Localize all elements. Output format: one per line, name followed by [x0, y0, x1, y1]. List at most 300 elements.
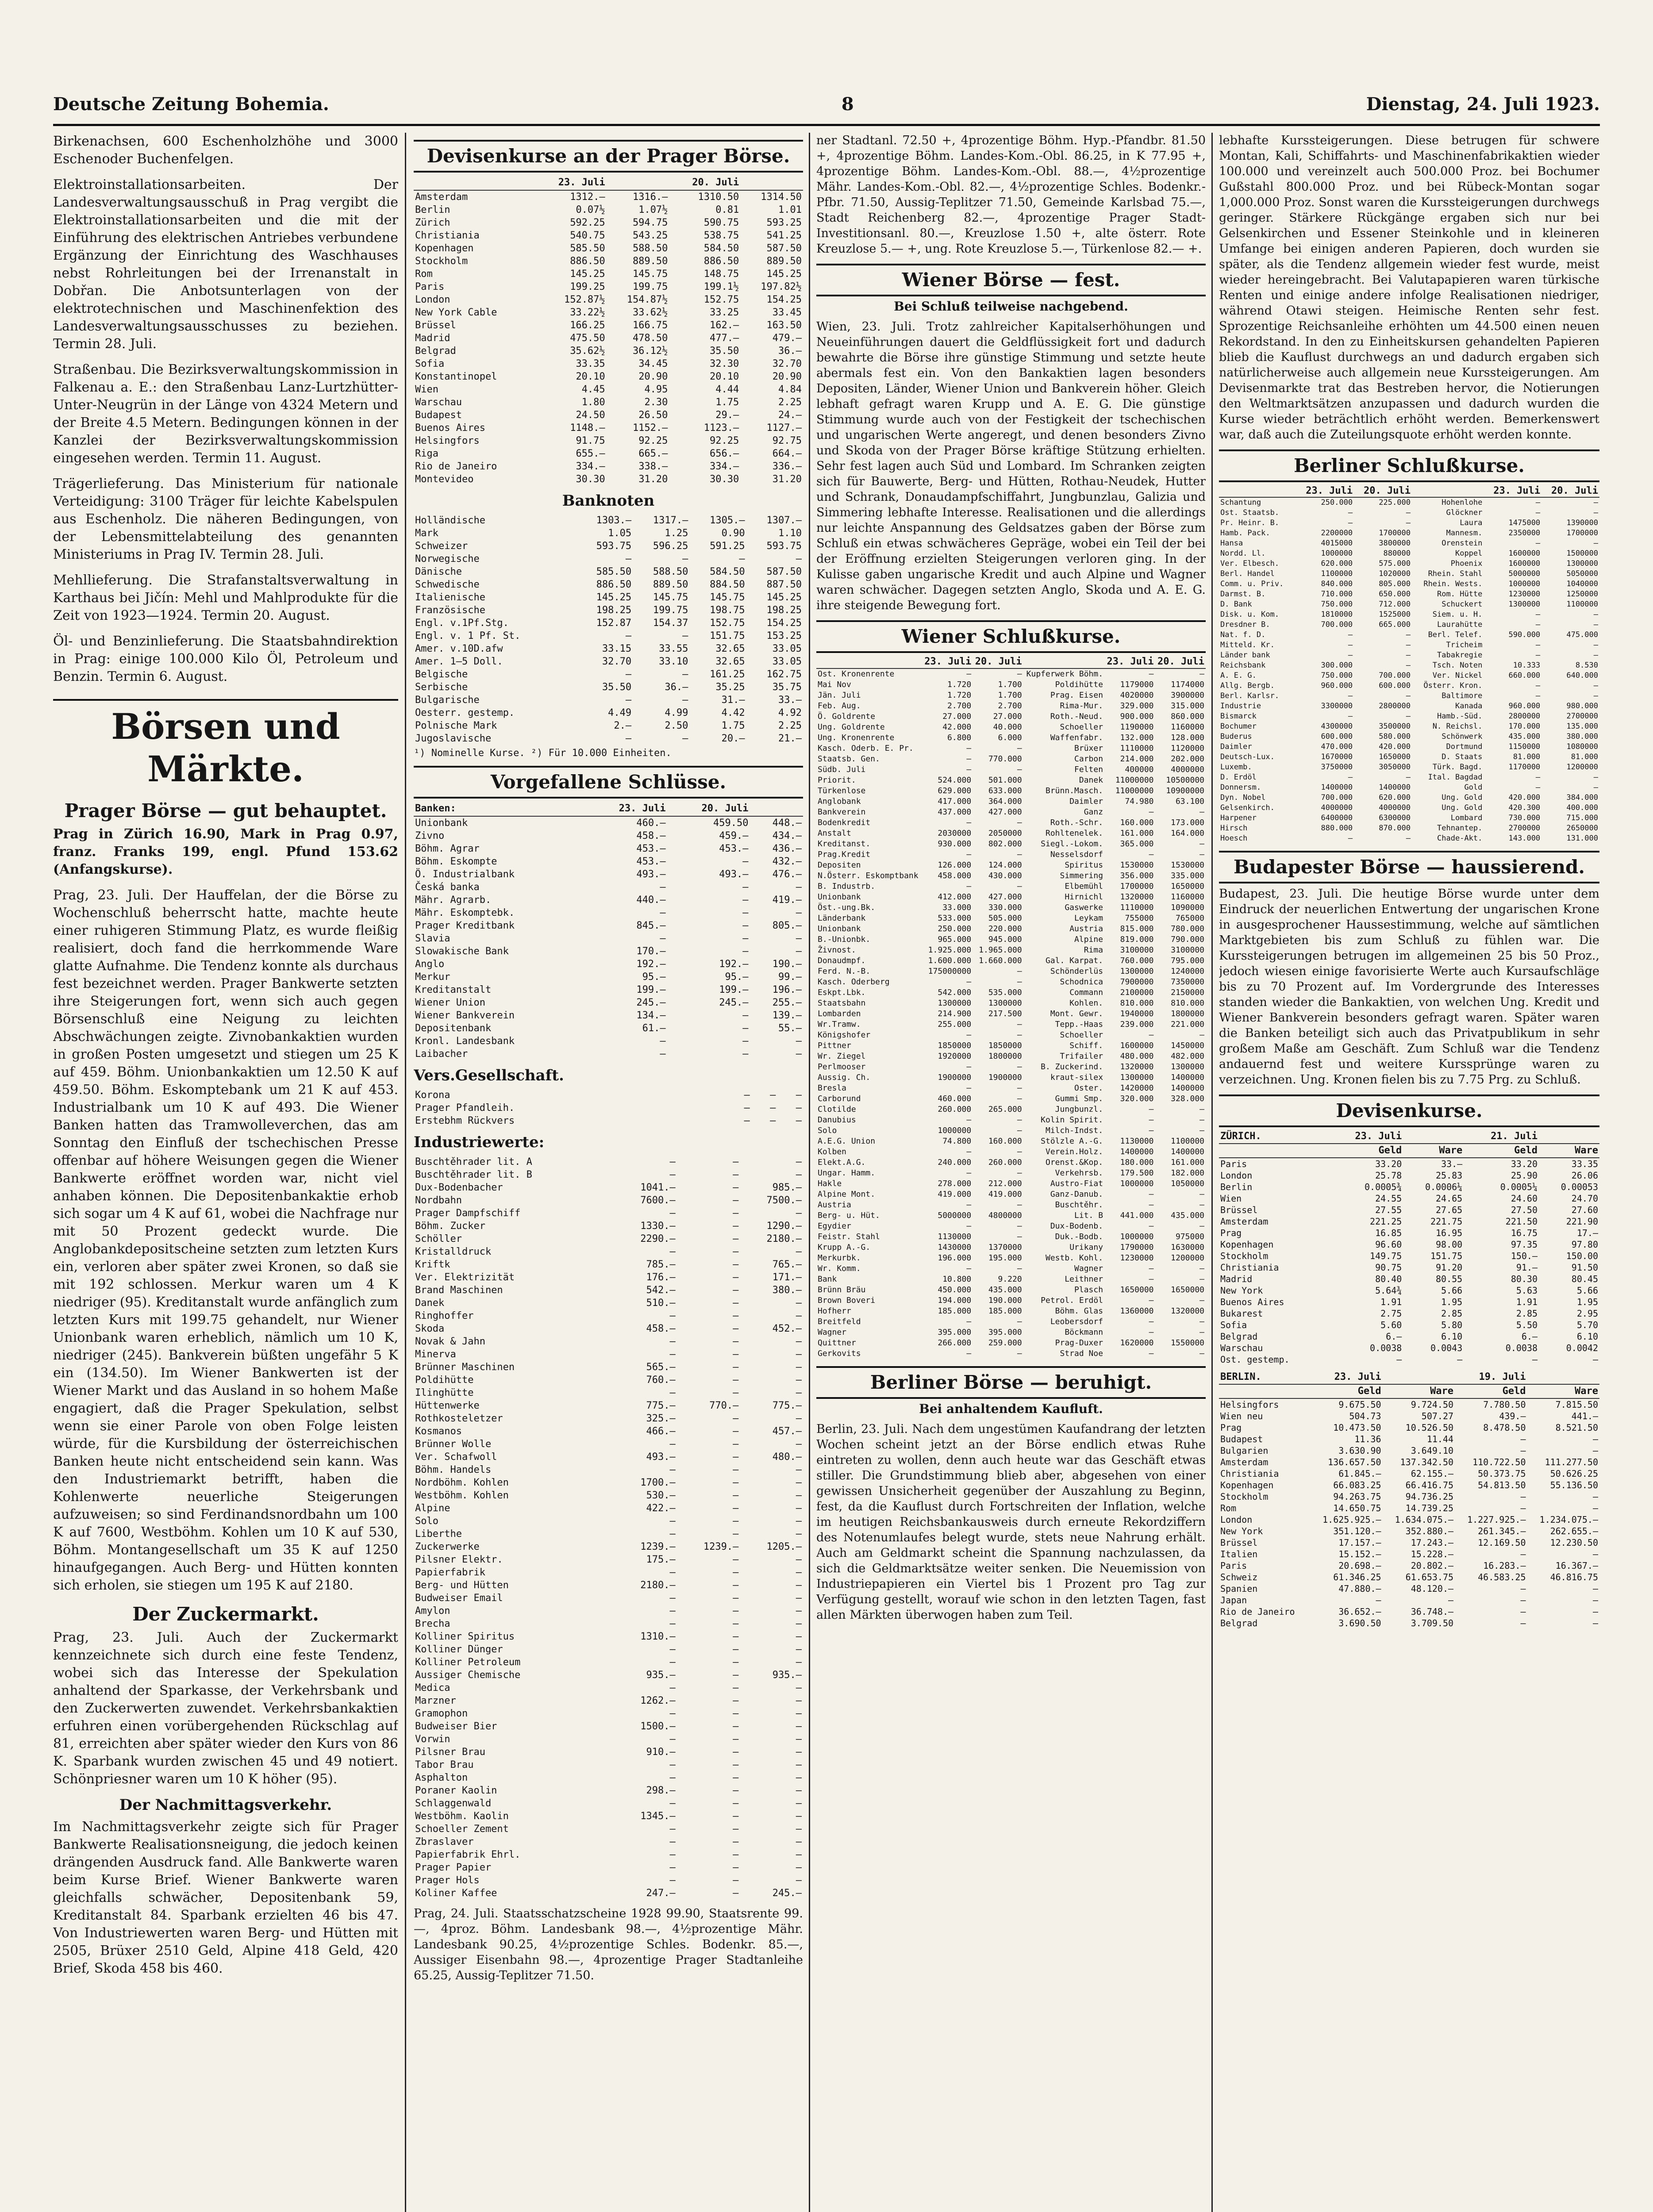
table-row [1219, 1514, 1599, 1525]
table-cell: 1790000 [1120, 1243, 1154, 1252]
table-cell: Lombard [1450, 814, 1483, 822]
column-header [414, 175, 535, 190]
table-cell: Ost. Staatsb. [1220, 508, 1280, 517]
table-cell: — [669, 1682, 676, 1694]
table-cell: 420.000 [1508, 793, 1541, 802]
table-cell: 334.— [709, 461, 739, 472]
table-cell: Deutsch-Lux. [1220, 753, 1275, 761]
table-cell: 2150000 [1171, 988, 1204, 997]
table-row [414, 945, 803, 958]
table-cell: 199.— [719, 984, 749, 995]
table-row [1219, 650, 1599, 661]
table-cell: 422.— [646, 1503, 676, 1514]
table-cell: 47.880.— [1338, 1583, 1381, 1594]
table-row [414, 1887, 803, 1900]
table-cell: 0.0038 [1505, 1343, 1538, 1353]
table-cell: — [1592, 1595, 1598, 1605]
table-row [414, 1284, 803, 1297]
table-cell: 1.625.925.— [1322, 1514, 1381, 1525]
table-cell: — [660, 933, 666, 944]
table-cell: 61.— [642, 1023, 666, 1034]
table-cell: — [1520, 1595, 1526, 1605]
table-row [816, 733, 1206, 743]
table-cell: Zbraslaver [415, 1836, 474, 1847]
table-row [414, 1258, 803, 1271]
table-cell: — [733, 1682, 739, 1694]
table-row [816, 1157, 1206, 1168]
table-cell: Nordbahn [415, 1195, 462, 1206]
column-header: 23. Juli [584, 801, 667, 816]
table-cell: 338.— [638, 461, 668, 472]
table-cell: — [669, 1759, 676, 1770]
table-cell: 145.75 [653, 592, 688, 603]
table-cell: Ver. Schafwoll [415, 1452, 497, 1463]
table-cell: 10500000 [1166, 776, 1204, 785]
table-cell: — [1017, 765, 1022, 774]
table-cell: 1160000 [1171, 892, 1204, 902]
table-cell: Krupp A.-G. [818, 1243, 871, 1252]
table-row [1219, 1354, 1599, 1365]
table-cell: Böhm. Zucker [415, 1221, 485, 1232]
table-cell: Christiania [415, 230, 480, 241]
table-cell: — [796, 1618, 802, 1629]
column-header [607, 175, 669, 190]
table-cell: Gelsenkirch. [1220, 803, 1275, 812]
table-cell: Unionbank [818, 924, 861, 933]
table-cell: 221.25 [1370, 1216, 1402, 1227]
table-cell: 192.— [719, 959, 749, 970]
table-cell: Korona [415, 1090, 450, 1101]
table-cell: — [733, 1528, 739, 1540]
table-cell: 1000000 [1120, 1232, 1154, 1241]
table-cell: Ver. Elektrizität [415, 1272, 515, 1283]
column-header: 20. Juli [1542, 485, 1599, 497]
table-cell: 590.75 [703, 217, 739, 228]
table-cell: 139.— [772, 1010, 802, 1021]
table-row [414, 1656, 803, 1669]
table-cell: — [1520, 1606, 1526, 1617]
table-cell: — [1017, 1221, 1022, 1231]
column-header: 23. Juli [1104, 656, 1155, 668]
table-row [816, 1083, 1206, 1094]
column-header: Ware [1403, 1144, 1464, 1158]
table-row [414, 1220, 803, 1233]
table-cell: 596.25 [653, 541, 688, 552]
table-cell: 880000 [1383, 549, 1411, 558]
table-cell: 452.— [772, 1323, 802, 1334]
table-row [414, 1156, 803, 1168]
table-row [414, 540, 803, 553]
table-cell: — [1535, 691, 1541, 700]
table-cell: — [796, 1115, 802, 1126]
devisenkurse-prag-title: Devisenkurse an der Prager Börse. [414, 140, 803, 173]
table-cell: Budapest [415, 410, 462, 421]
table-cell: 593.75 [766, 541, 802, 552]
table-cell: — [1017, 818, 1022, 827]
table-row [816, 1019, 1206, 1030]
table-cell: 600.000 [1379, 681, 1411, 690]
table-cell: 542.000 [938, 988, 972, 997]
table-cell: Kasch. Oderberg [818, 977, 890, 987]
budapester-boerse-title: Budapester Börse — haussierend. [1219, 851, 1599, 883]
table-cell: Rohltenelek. [1046, 829, 1103, 838]
table-cell: Brüssel [415, 320, 456, 331]
table-cell: Amylon [415, 1605, 450, 1617]
table-row [414, 1720, 803, 1733]
table-cell: — [669, 1208, 676, 1219]
table-cell: 2.30 [644, 397, 668, 408]
table-cell: — [1017, 1020, 1022, 1029]
table-cell: — [733, 1567, 739, 1578]
table-cell: 575.000 [1379, 559, 1411, 568]
table-cell: Nat. f. D. [1220, 630, 1266, 639]
table-cell: Schoeller [1060, 1030, 1103, 1040]
table-cell: — [1149, 1190, 1154, 1199]
table-cell: Dux-Bodenb. [1050, 1221, 1103, 1231]
table-cell: 1330.— [640, 1221, 676, 1232]
table-cell: 2180.— [640, 1580, 676, 1591]
table-cell: Brüxer [1074, 744, 1103, 753]
table-cell: Wien [1220, 1193, 1242, 1204]
table-row [414, 983, 803, 996]
table-cell: — [669, 1387, 676, 1398]
table-cell: — [733, 1708, 739, 1719]
table-cell: 810.000 [1120, 998, 1154, 1008]
table-cell: — [1593, 498, 1598, 507]
table-cell: — [1348, 651, 1353, 660]
table-cell: 1290.— [766, 1221, 802, 1232]
table-cell: 439.— [1499, 1411, 1526, 1421]
table-cell: — [1199, 1317, 1204, 1326]
table-row [414, 370, 803, 383]
table-row [1219, 681, 1599, 691]
table-cell: 24.55 [1375, 1193, 1402, 1204]
table-cell: 0.07½ [576, 204, 605, 215]
table-cell: Prager Pfandleih. [415, 1102, 515, 1114]
table-cell: 1320000 [1171, 1306, 1204, 1316]
table-cell: 660.000 [1508, 671, 1541, 680]
table-row [816, 860, 1206, 871]
table-cell: — [733, 1875, 739, 1886]
table-cell: — [966, 1030, 972, 1040]
wiener-boerse-title: Wiener Börse — fest. [816, 264, 1206, 296]
table-cell: Kronl. Landesbank [415, 1036, 515, 1047]
table-cell: Buenos Aires [1220, 1297, 1284, 1307]
table-cell: Schwedische [415, 579, 480, 590]
table-cell: 1650000 [1171, 882, 1204, 891]
table-row [414, 1335, 803, 1348]
table-cell: 1530000 [1171, 860, 1204, 870]
article-text: lebhafte Kurssteigerungen. Diese betrugen für schwere Montan, Kali, Schiffahrts- und Maschinenfabrikaktien wieder 100.000 und vereinzelt auch 500.000 Proz. bei Bochumer Gußstahl 800.000 Proz. und bei Rübeck-Montan sogar 1,000.000 Proz. Sonst waren die Kurssteigerungen durchwegs geringer. Stärkere Rückgänge ergaben sich nur bei Gelsenkirchen und Essener Steinkohle und in kleineren Umfange bei einigen anderen Papieren, doch wurden sie später, als die Tendenz allgemein wieder fest wurde, meist wieder hereingebracht. Bei Valutapapieren waren türkische Renten und einige andere infolge Realisationen niedriger, während Otawi steigen. Heimische Renten sehr fest. Sprozentige Reichsanleihe erhöhten um 44.500 einen neuen Rekordstand. In den zu Einheitskursen gehandelten Papieren blieb die Kauflust durchwegs an und dadurch ergaben sich natürlicherweise auch allgemein neue Kurssteigerungen. Am Devisenmarkte trat das Bestreben hervor, die Notierungen den Weltmarktsätzen anzupassen und dadurch wurden die Kurse wieder beträchtlich erhöht werden. Bemerkenswert war, daß auch die Zuteilungsquote erhöht werden konnte. [1219, 134, 1599, 442]
table-cell: — [796, 1439, 802, 1450]
table-cell: Kanada [1455, 702, 1483, 710]
table-cell: Spanien [1220, 1583, 1258, 1594]
table-cell: 91.20 [1436, 1262, 1463, 1273]
table-row [1219, 722, 1599, 732]
table-cell: Staatsbahn [818, 998, 866, 1008]
table-cell: Leobersdorf [1050, 1317, 1103, 1326]
table-cell: — [669, 1605, 676, 1617]
table-row [816, 1338, 1206, 1348]
article-text: Straßenbau. Die Bezirksverwaltungskommission in Falkenau a. E.: den Straßenbau Lanz-Lurtzhütter-Unter-Neugrün in der Länge von 4324 Metern und der Breite 4.5 Metern. Bedingungen können in der Kanzlei der Bezirksverwaltungskommission eingesehen werden. Termin 11. August. [53, 362, 398, 466]
table-cell: B. Industrb. [818, 882, 876, 891]
table-row [414, 1823, 803, 1836]
table-cell: Industrie [1220, 702, 1261, 710]
table-cell: 92.75 [772, 435, 802, 446]
table-cell: Schoeller Zement [415, 1824, 509, 1835]
table-row [1219, 1525, 1599, 1537]
table-cell: 36.652.— [1338, 1606, 1381, 1617]
table-cell: Kolliner Petroleum [415, 1657, 521, 1668]
table-cell: 384.000 [1566, 793, 1598, 802]
table-cell: 427.000 [988, 807, 1022, 817]
table-row [1219, 1331, 1599, 1342]
table-cell: Sofia [1220, 1320, 1247, 1330]
table-cell: Lombarden [818, 1009, 861, 1018]
table-cell: 92.25 [709, 435, 739, 446]
table-cell: 21.— [778, 733, 802, 744]
table-cell: 32.30 [709, 358, 739, 369]
berliner-report: Berlin, 23. Juli. Nach dem ungestümen Kaufandrang der letzten Wochen scheint jetzt an der Börse endlich etwas Ruhe eintreten zu wollen, denn auch heute war das Geschäft etwas stiller. Die Grundstimmung blieb aber, abgesehen von einer gewissen Unsicherheit gegenüber der Auszahlung zu Beginn, fest, da die Kauflust durch Fortschreiten der Inflation, welche im heutigen Reichsbankausweis durch erneute Rekordziffern des Notenumlaufes belegt wurde, stets neue Nahrung erhält. Auch am Geldmarkt scheint die Spannung nachzulassen, da sich die Geldmarktsätze weiter senken. Die Neuemission von Industriepapieren ein Viertel bis 1 Prozent pro Tag zur Verfügung gestellt, worauf wie schon in den letzten Tagen, fast allen Märkten überwogen haben zum Teil. [816, 1422, 1206, 1622]
table-cell: Dux-Bodenbacher [415, 1182, 503, 1193]
table-cell: 61.845.— [1338, 1468, 1381, 1479]
table-cell: Rom [1220, 1503, 1237, 1513]
table-cell: 145.25 [570, 269, 605, 280]
table-cell: — [796, 1310, 802, 1321]
table-cell: 34.45 [638, 358, 668, 369]
table-cell: Roth.-Schr. [1050, 818, 1103, 827]
zurich-devisen-table [1219, 1130, 1599, 1365]
banknoten-title: Banknoten [562, 492, 655, 510]
table-cell: 11000000 [1115, 786, 1154, 795]
table-cell: 94.263.75 [1333, 1491, 1381, 1502]
table-cell: 136.657.50 [1328, 1457, 1381, 1467]
table-cell: — [733, 1605, 739, 1617]
table-row [816, 1136, 1206, 1147]
table-cell: 840.000 [1321, 580, 1353, 588]
table-cell: 197.82½ [761, 281, 802, 292]
table-cell: 278.000 [938, 1179, 972, 1188]
table-cell: 175000000 [928, 967, 972, 976]
table-cell: Ringhoffer [415, 1310, 474, 1321]
table-cell: Breitfeld [818, 1317, 861, 1326]
table-row [816, 881, 1206, 892]
table-cell: 0.0042 [1566, 1343, 1598, 1353]
table-row [816, 1125, 1206, 1136]
table-cell: — [1535, 783, 1541, 792]
table-cell: — [733, 1259, 739, 1270]
table-cell: 250.000 [938, 924, 972, 933]
table-cell: — [733, 1464, 739, 1475]
table-cell: 400.000 [1566, 803, 1598, 812]
table-cell: Berl. Handel [1220, 569, 1275, 578]
table-cell: Anglobank [818, 797, 861, 806]
column-header: Geld [1455, 1384, 1527, 1398]
table-cell: — [1348, 834, 1353, 843]
table-cell: Laura [1460, 518, 1483, 527]
table-cell: — [796, 1631, 802, 1642]
table-cell: Danek [1079, 776, 1103, 785]
table-cell: 712.000 [1379, 600, 1411, 609]
table-cell: — [1406, 834, 1411, 843]
table-cell: — [796, 1349, 802, 1360]
table-cell: 1.07½ [638, 204, 668, 215]
table-cell: 33.25 [709, 307, 739, 318]
table-cell: 3.709.50 [1411, 1618, 1454, 1628]
table-row [816, 1232, 1206, 1242]
table-cell: 1.600.000 [928, 956, 972, 965]
table-cell: 62.155.— [1411, 1468, 1454, 1479]
table-cell: 145.25 [766, 592, 802, 603]
table-cell: — [1017, 1168, 1022, 1178]
table-cell: 380.— [772, 1285, 802, 1296]
table-cell: — [796, 1490, 802, 1501]
table-cell: Eskpt.Lbk. [818, 988, 866, 997]
table-cell: 710.000 [1321, 590, 1353, 599]
header-rule [53, 124, 1600, 126]
table-cell: 1670000 [1321, 753, 1353, 761]
table-row [414, 1566, 803, 1579]
table-cell: 5.70 [1576, 1320, 1598, 1330]
table-cell: 700.000 [1321, 793, 1353, 802]
table-cell: Perlmooser [818, 1062, 866, 1071]
table-cell: 655.— [576, 448, 605, 459]
table-row [1219, 1308, 1599, 1319]
table-cell: Wiener Bankverein [415, 1010, 515, 1021]
table-cell: 221.50 [1505, 1216, 1538, 1227]
table-cell: Amsterdam [415, 192, 468, 203]
table-cell: — [1520, 1618, 1526, 1628]
table-cell: — [742, 920, 749, 931]
table-cell: — [733, 1849, 739, 1860]
table-cell: 592.25 [570, 217, 605, 228]
table-row [816, 956, 1206, 966]
table-cell: 196.— [772, 984, 802, 995]
table-cell: 975000 [1175, 1232, 1204, 1241]
table-cell: 1148.— [570, 422, 605, 434]
table-cell: 1600000 [1120, 1041, 1154, 1050]
table-cell: Petrol. Erdöl [1041, 1296, 1103, 1305]
table-cell: — [1406, 508, 1411, 517]
table-row [414, 1361, 803, 1374]
table-cell: New York [1220, 1526, 1263, 1536]
table-row [1219, 1342, 1599, 1354]
table-row [414, 1733, 803, 1746]
table-cell: Alpine [415, 1503, 450, 1514]
table-cell: 164.000 [1171, 829, 1204, 838]
table-cell: — [1199, 839, 1204, 849]
table-cell: 412.000 [938, 892, 972, 902]
table-cell: 1000000 [1508, 580, 1541, 588]
table-cell: Ilinghütte [415, 1387, 474, 1398]
table-cell: — [1406, 630, 1411, 639]
table-cell: Norwegische [415, 553, 480, 565]
table-cell: Schöller [415, 1233, 462, 1244]
table-cell: Lit. B [1074, 1211, 1103, 1220]
table-row [414, 1412, 803, 1425]
table-cell: Paris [1220, 1159, 1247, 1169]
table-cell: 458.— [636, 830, 666, 841]
table-row [414, 553, 803, 565]
table-cell: Bulgarien [1220, 1445, 1269, 1456]
table-cell: 700.000 [1379, 671, 1411, 680]
table-cell: 198.75 [710, 605, 745, 616]
table-cell: 7.780.50 [1483, 1399, 1526, 1410]
table-cell: 145.75 [710, 592, 745, 603]
table-cell: — [1348, 773, 1353, 782]
table-cell: — [1017, 882, 1022, 891]
table-cell: 1650000 [1171, 1285, 1204, 1294]
table-row [1219, 1262, 1599, 1273]
table-cell: 221.75 [1430, 1216, 1463, 1227]
table-cell: — [796, 1708, 802, 1719]
table-cell: — [796, 1734, 802, 1745]
table-cell: — [770, 1102, 776, 1114]
table-cell: Brüssel [1220, 1205, 1258, 1215]
table-cell: 1.634.075.— [1395, 1514, 1454, 1525]
table-cell: 33.10 [659, 656, 688, 667]
table-row [414, 1463, 803, 1476]
table-cell: — [669, 1439, 676, 1450]
table-row [414, 958, 803, 971]
table-cell: Egydier [818, 1221, 851, 1231]
table-cell: — [796, 1156, 802, 1167]
table-cell: 434.— [772, 830, 802, 841]
table-cell: 1190000 [1120, 722, 1154, 732]
table-row [816, 839, 1206, 849]
table-cell: — [733, 1580, 739, 1591]
table-cell: Rima-Mur. [1060, 701, 1103, 710]
table-cell: — [1406, 661, 1411, 670]
table-cell: — [1017, 1232, 1022, 1241]
table-cell: Hakle [818, 1179, 842, 1188]
table-cell: 199.75 [653, 605, 688, 616]
table-cell: Brand Maschinen [415, 1285, 503, 1296]
table-cell: — [669, 1156, 676, 1167]
table-cell: 0.0005¾ [1365, 1182, 1402, 1192]
column-header: 20. Juli [669, 175, 740, 190]
table-cell: 1100000 [1566, 600, 1598, 609]
table-cell: Depositenbank [415, 1023, 492, 1034]
table-cell: Böhm. Handels [415, 1464, 492, 1475]
table-cell: 17.— [1576, 1228, 1598, 1238]
vorgefallene-schluesse-title: Vorgefallene Schlüsse. [414, 766, 803, 799]
table-cell: 1430000 [938, 1243, 972, 1252]
table-cell: Carbon [1074, 754, 1103, 764]
table-row [414, 1861, 803, 1874]
table-cell: 12.169.50 [1478, 1537, 1526, 1548]
table-row [816, 1041, 1206, 1051]
table-row [816, 913, 1206, 924]
table-cell: — [682, 669, 688, 680]
table-cell: — [742, 856, 749, 867]
table-cell: Budweiser Bier [415, 1721, 497, 1732]
table-row [1219, 1468, 1599, 1479]
table-row [414, 1194, 803, 1207]
table-cell: London [1220, 1170, 1253, 1181]
table-cell: 1160000 [1171, 722, 1204, 732]
table-cell: 4800000 [988, 1211, 1022, 1220]
table-cell: — [733, 1554, 739, 1565]
table-cell: Rom [415, 269, 433, 280]
table-cell: — [966, 1083, 972, 1093]
table-cell: 0.90 [721, 528, 745, 539]
table-cell: — [733, 1618, 739, 1629]
table-row [1219, 1227, 1599, 1239]
table-cell: 2800000 [1379, 702, 1411, 710]
table-cell: 170.000 [1508, 722, 1541, 731]
column-header [1219, 485, 1296, 497]
